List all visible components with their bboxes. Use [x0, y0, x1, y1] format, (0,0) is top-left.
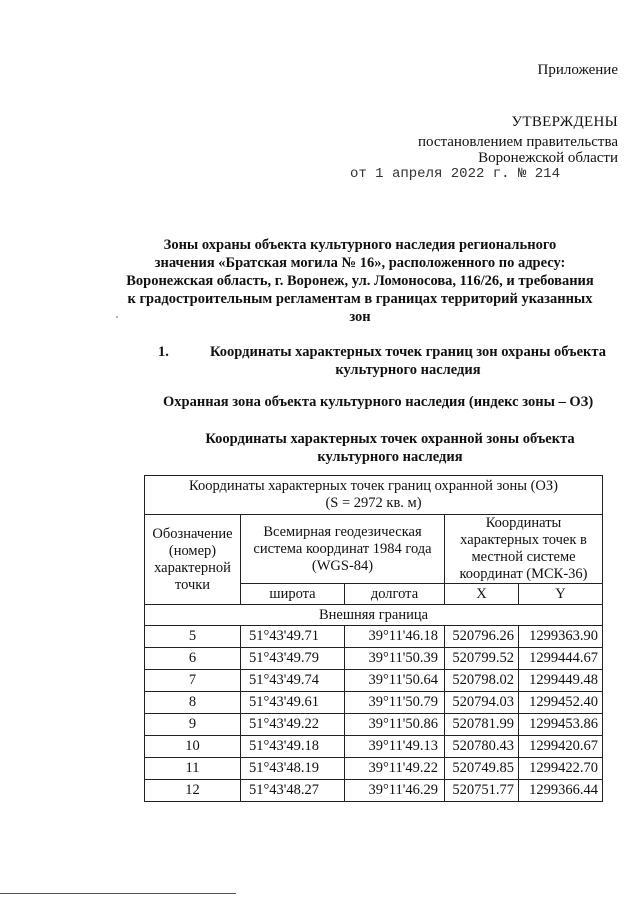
approved-by-line2: Воронежской области	[478, 150, 618, 166]
table-caption	[145, 476, 603, 515]
cell-longitude: 39°11'50.86	[345, 714, 445, 736]
cell-latitude: 51°43'49.71	[241, 626, 345, 648]
cell-longitude: 39°11'46.29	[345, 780, 445, 802]
appendix-label: Приложение	[537, 62, 618, 78]
table-caption-line: Координаты характерных точек границ охранной зоны (ОЗ)	[189, 478, 558, 494]
table-caption-line: (S = 2972 кв. м)	[325, 495, 422, 511]
cell-point: 7	[145, 670, 241, 692]
column-header-line: характерной	[154, 559, 231, 576]
group-row-outer-boundary: Внешняя граница	[145, 605, 603, 626]
cell-x: 520798.02	[445, 670, 519, 692]
table-heading-line: культурного наследия	[317, 449, 463, 465]
zone-heading: Охранная зона объекта культурного наследия (индекс зоны – ОЗ)	[163, 394, 594, 410]
column-header-line: Обозначение	[152, 525, 233, 542]
cell-x: 520781.99	[445, 714, 519, 736]
cell-y: 1299363.90	[519, 626, 603, 648]
subheader-y: Y	[519, 584, 603, 605]
cell-y: 1299366.44	[519, 780, 603, 802]
document-title-line: зон	[349, 309, 371, 325]
column-header-wgs84	[241, 515, 445, 584]
cell-latitude: 51°43'49.79	[241, 648, 345, 670]
document-title-line: к градостроительным регламентам в границах территорий указанных	[127, 291, 593, 307]
table-row	[145, 670, 603, 692]
cell-x: 520796.26	[445, 626, 519, 648]
document-title-line: значения «Братская могила № 16», расположенного по адресу:	[154, 255, 566, 271]
approved-title: УТВЕРЖДЕНЫ	[511, 114, 618, 130]
subheader-x: X	[445, 584, 519, 605]
cell-point: 12	[145, 780, 241, 802]
table-row	[145, 736, 603, 758]
table-row	[145, 692, 603, 714]
subheader-latitude: широта	[241, 584, 345, 605]
table-row	[145, 780, 603, 802]
cell-longitude: 39°11'50.64	[345, 670, 445, 692]
table-row	[145, 758, 603, 780]
cell-longitude: 39°11'49.13	[345, 736, 445, 758]
column-header-line: местной системе	[471, 549, 576, 565]
column-header-line: координат (МСК-36)	[459, 566, 588, 582]
document-title	[110, 236, 610, 326]
approved-by-line1: постановлением правительства	[417, 134, 618, 150]
cell-latitude: 51°43'49.18	[241, 736, 345, 758]
cell-y: 1299453.86	[519, 714, 603, 736]
cell-x: 520749.85	[445, 758, 519, 780]
table-heading-line: Координаты характерных точек охранной зоны объекта	[205, 431, 575, 447]
coordinates-table	[144, 475, 603, 802]
column-header-line: Всемирная геодезическая	[263, 523, 422, 540]
table-heading	[180, 430, 600, 466]
column-header-line: характерных точек в	[460, 532, 587, 548]
section-heading-line: Координаты характерных точек границ зон охраны объекта	[210, 344, 606, 360]
scan-speck	[116, 316, 118, 318]
column-header-line: Координаты	[485, 515, 562, 531]
column-header-line: (WGS-84)	[311, 557, 374, 574]
approved-date-stamp: от 1 апреля 2022 г. № 214	[349, 166, 560, 182]
column-header-line: точки	[174, 576, 211, 593]
section-heading-text	[198, 343, 618, 379]
cell-y: 1299422.70	[519, 758, 603, 780]
column-header-msk36	[445, 515, 603, 584]
cell-x: 520794.03	[445, 692, 519, 714]
cell-point: 8	[145, 692, 241, 714]
cell-longitude: 39°11'50.39	[345, 648, 445, 670]
cell-y: 1299449.48	[519, 670, 603, 692]
column-header-point	[145, 515, 241, 605]
section-heading	[158, 343, 618, 379]
document-title-line: Воронежская область, г. Воронеж, ул. Ломоносова, 116/26, и требования	[126, 273, 594, 289]
document-title-line: Зоны охраны объекта культурного наследия регионального	[163, 237, 557, 253]
cell-y: 1299444.67	[519, 648, 603, 670]
cell-point: 11	[145, 758, 241, 780]
cell-point: 10	[145, 736, 241, 758]
cell-x: 520751.77	[445, 780, 519, 802]
cell-y: 1299420.67	[519, 736, 603, 758]
cell-point: 6	[145, 648, 241, 670]
cell-latitude: 51°43'48.19	[241, 758, 345, 780]
cell-x: 520780.43	[445, 736, 519, 758]
table-row	[145, 648, 603, 670]
cell-latitude: 51°43'49.74	[241, 670, 345, 692]
column-header-line: (номер)	[168, 542, 217, 559]
table-row	[145, 714, 603, 736]
cell-longitude: 39°11'46.18	[345, 626, 445, 648]
cell-latitude: 51°43'48.27	[241, 780, 345, 802]
section-heading-line: культурного наследия	[335, 362, 481, 378]
cell-latitude: 51°43'49.61	[241, 692, 345, 714]
cell-longitude: 39°11'49.22	[345, 758, 445, 780]
column-header-line: система координат 1984 года	[253, 540, 432, 557]
cell-y: 1299452.40	[519, 692, 603, 714]
table-row	[145, 626, 603, 648]
cell-point: 5	[145, 626, 241, 648]
section-number: 1.	[158, 344, 169, 360]
footer-divider	[0, 893, 236, 894]
cell-x: 520799.52	[445, 648, 519, 670]
cell-longitude: 39°11'50.79	[345, 692, 445, 714]
cell-point: 9	[145, 714, 241, 736]
cell-latitude: 51°43'49.22	[241, 714, 345, 736]
subheader-longitude: долгота	[345, 584, 445, 605]
